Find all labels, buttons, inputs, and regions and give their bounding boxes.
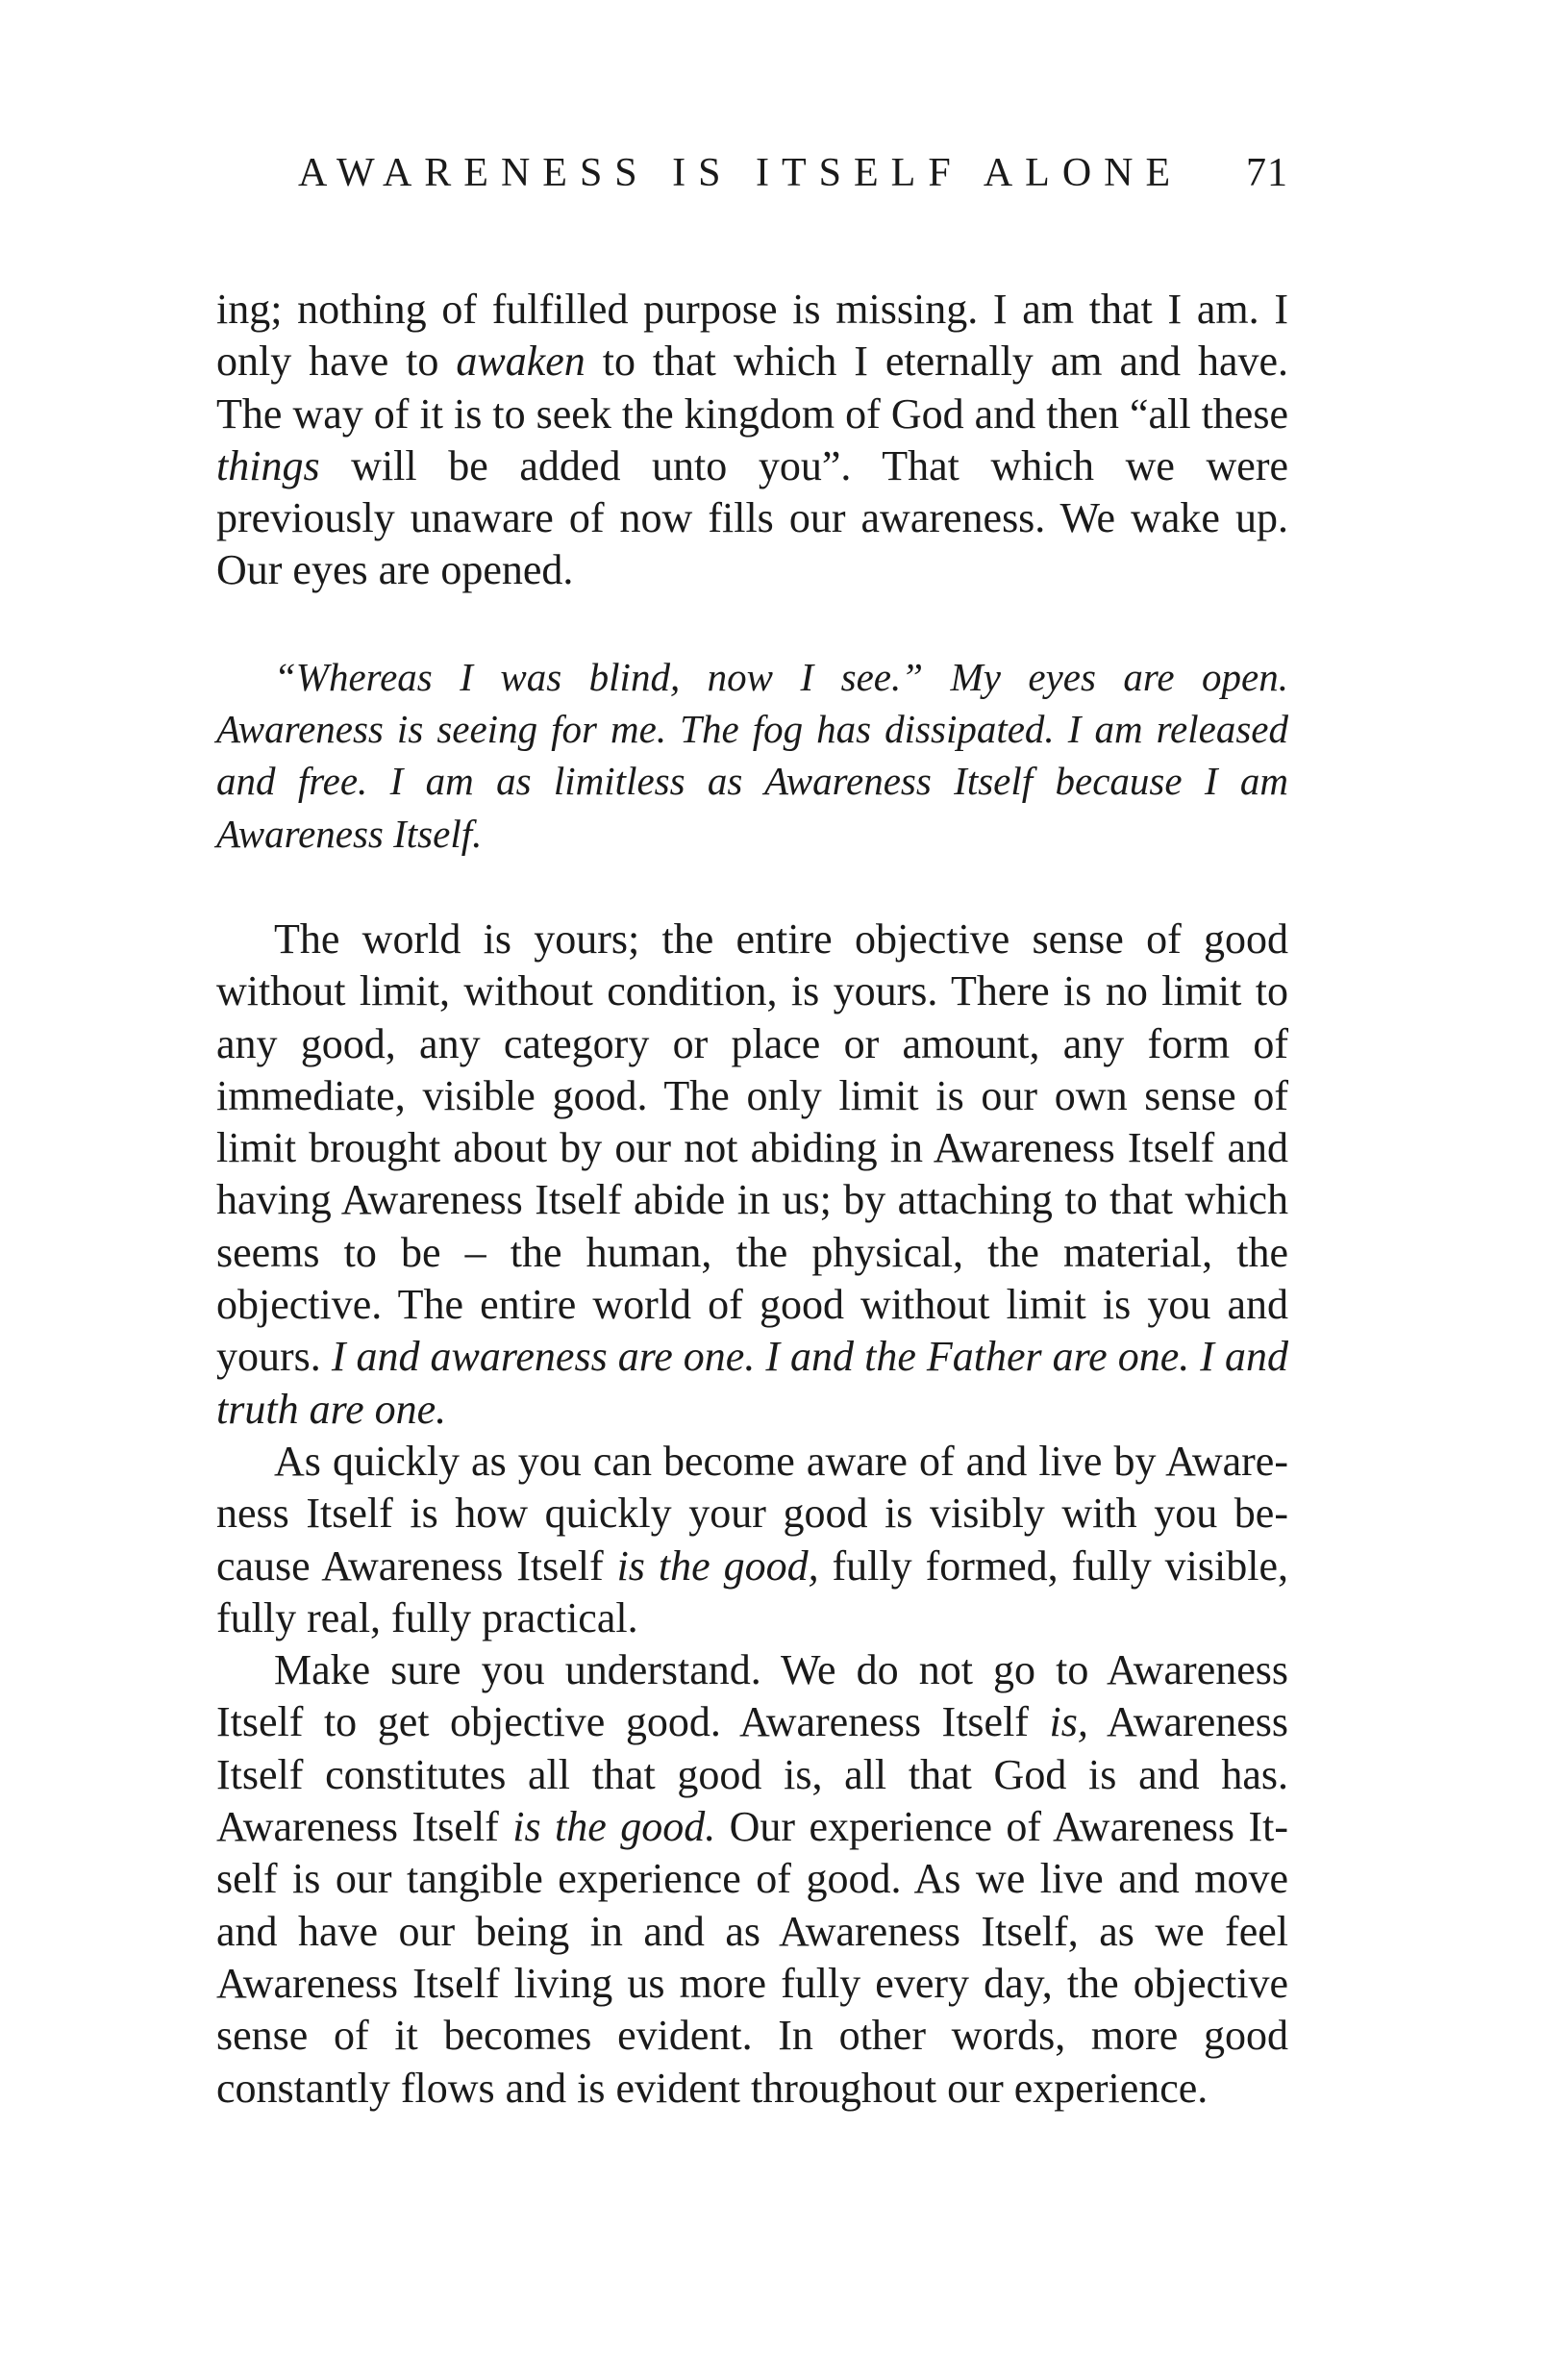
text-run: The world is yours; the entire objective sense of good without limit, without condition, is yours. There is no limit to any good, any category or place or amount, any form of immediate, visible good. The only limit is our own sense of limit brought about by our not abiding in Awareness Itself and having Awareness Itself abide in us; by attaching to that which seems to be – the human, the physical, the material, the objective. The entire world of good without limit is you and yours.: [216, 914, 1288, 1381]
text-run: ing; nothing of fulfilled purpose is missing. I am that I am. I only have to: [216, 286, 1288, 386]
text-run: Our experience of Awareness Itself is our tangible experience of good. As we live and move and have our being in and as Awareness Itself, as we feel Awareness Itself living us more fully every day, the objective sense of it becomes evident. In other words, more good constantly flows and is evident throughout our experience.: [216, 1803, 1289, 2112]
text-run: As quickly as you can become aware of and live by Awareness Itself is how quickly your good is visibly with you because Awareness Itself: [216, 1437, 1288, 1590]
emphasis-is: is,: [1049, 1698, 1088, 1746]
italic-quote-block: “Whereas I was blind, now I see.” My eyes are open. Awareness is seeing for me. The fog has dissipated. I am released and free. I am as limitless as Awareness Itself because I am Awareness Itself.: [216, 654, 1288, 856]
text-run: Make sure you understand. We do not go to Awareness Itself to get objective good. Awareness Itself: [216, 1646, 1288, 1746]
running-head: [216, 144, 1288, 202]
text-run: will be added unto you”. That which we were previously unaware of now fills our awareness. We wake up. Our eyes are opened.: [216, 441, 1288, 594]
paragraph-1: [216, 284, 1288, 597]
page-number: 71: [1246, 151, 1288, 195]
emphasis-is-the-good: is the good.: [512, 1803, 716, 1851]
text-run: fully formed, fully visible, fully real, fully practical.: [216, 1541, 1288, 1641]
text-run: Awareness Itself constitutes all that good is, all that God is and has. Awareness Itself: [216, 1698, 1288, 1851]
emphasis-oneness: I and awareness are one. I and the Father are one. I and truth are one.: [216, 1333, 1288, 1433]
text-run: to that which I eternally am and have. The way of it is to seek the kingdom of God and then “all these: [216, 338, 1288, 438]
paragraph-3: [216, 1436, 1288, 1644]
emphasis-is-the-good: is the good,: [616, 1541, 819, 1590]
paragraph-2: [216, 914, 1288, 1436]
paragraph-4: [216, 1644, 1288, 2115]
emphasis-awaken: awaken: [456, 338, 586, 386]
body-text: [216, 284, 1288, 2115]
emphasis-things: things: [216, 441, 320, 489]
book-page: [216, 144, 1288, 2115]
running-head-title: AWARENESS IS ITSELF ALONE: [298, 151, 1184, 195]
